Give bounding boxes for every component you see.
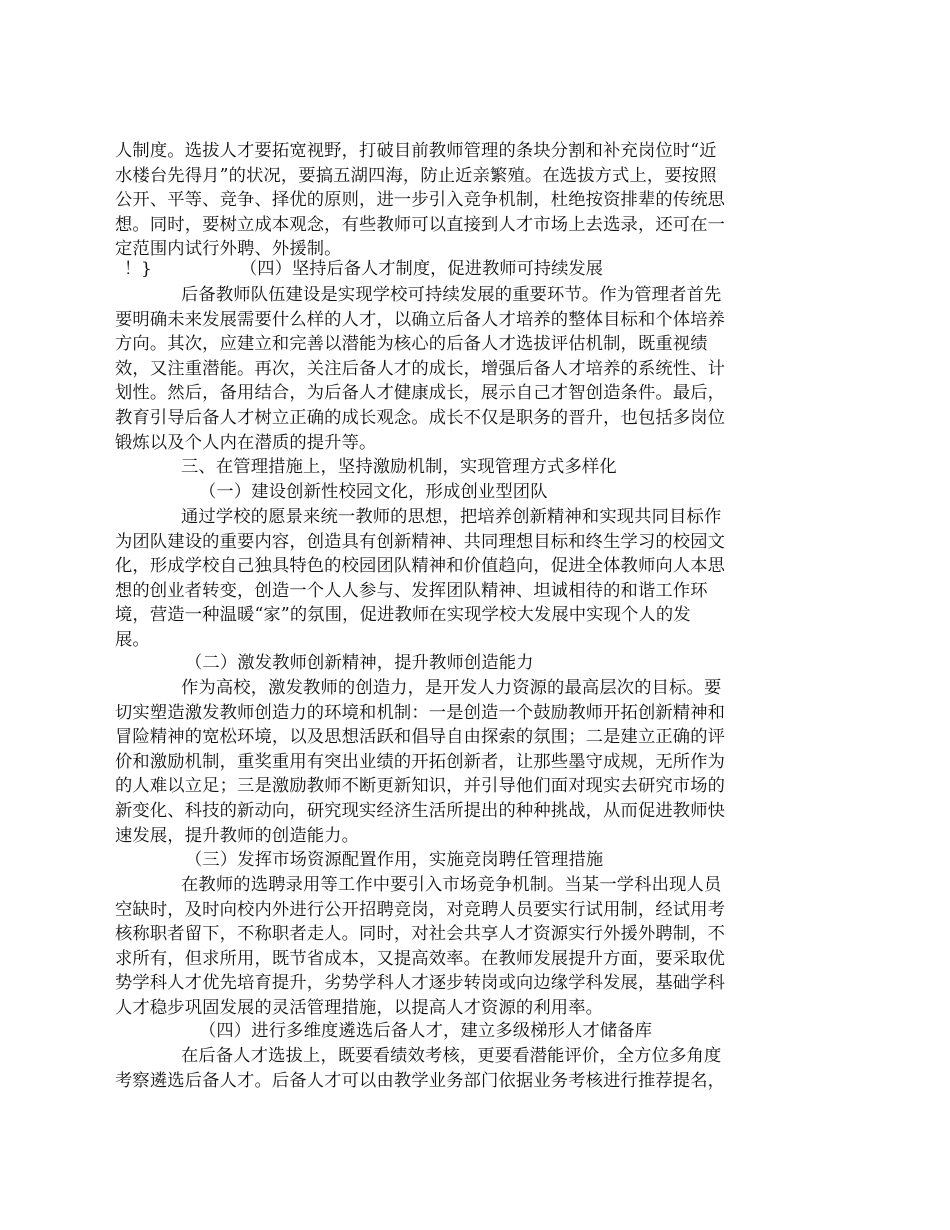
- text-line: 锻炼以及个人内在潜质的提升等。: [115, 432, 377, 453]
- text-line: 境，营造一种温暖“家”的氛围，促进教师在实现学校大发展中实现个人的发: [115, 605, 691, 626]
- text-line: 方向。其次，应建立和完善以潜能为核心的后备人才选拔评估机制，既重视绩: [115, 334, 708, 355]
- paragraph-selection-criteria: [115, 1044, 765, 1093]
- paragraph-team-building: [115, 505, 765, 653]
- text-line: 想。同时，要树立成本观念，有些教师可以直接到人才市场上去选录，还可在一: [115, 214, 726, 235]
- heading-three: 三、在管理措施上，坚持激励机制，实现管理方式多样化: [181, 457, 617, 477]
- text-line: 切实塑造激发教师创造力的环境和机制：一是创造一个鼓励教师开拓创新精神和: [115, 702, 726, 723]
- text-line: 人制度。选拔人才要拓宽视野，打破目前教师管理的条块分割和补充岗位时“近: [115, 141, 717, 161]
- text-line: 通过学校的愿景来统一教师的思想，把培养创新精神和实现共同目标作: [181, 507, 722, 527]
- heading-market-allocation: （三）发挥市场资源配置作用，实施竞岗聘任管理措施: [185, 850, 604, 870]
- paragraph-reserve-teachers: [115, 283, 765, 455]
- text-line: 在教师的选聘录用等工作中要引入市场竞争机制。当某一学科出现人员: [181, 875, 722, 895]
- paragraph-recruitment: [115, 873, 765, 1021]
- text-line: 定范围内试行外聘、外援制。: [115, 239, 342, 260]
- text-line: 核称职者留下，不称职者走人。同时，对社会共享人才资源实行外援外聘制，不: [115, 924, 726, 945]
- text-line: 的人难以立足；三是激励教师不断更新知识，并引导他们面对现实去研究市场的: [115, 776, 726, 797]
- text-line: 空缺时，及时向校内外进行公开招聘竞岗，对竞聘人员要实行试用制，经试用考: [115, 899, 726, 920]
- section-heading-multilevel: [115, 1019, 765, 1044]
- text-line: 作为高校，激发教师的创造力，是开发人力资源的最高层次的目标。要: [181, 678, 722, 698]
- text-line: 划性。然后，备用结合，为后备人才健康成长，展示自己才智创造条件。最后，: [115, 383, 726, 404]
- text-line: 考察遴选后备人才。后备人才可以由教学业务部门依据业务考核进行推荐提名，: [115, 1070, 726, 1091]
- stray-mark: ！}: [124, 259, 152, 279]
- text-line: 冒险精神的宽松环境，以及思想活跃和倡导自由探索的氛围；二是建立正确的评: [115, 727, 726, 748]
- heading-innovation-spirit: （二）激发教师创新精神，提升教师创造能力: [185, 653, 534, 673]
- section-heading-reserve-talent: （四）坚持后备人才制度，促进教师可持续发展: [240, 259, 603, 279]
- text-line: 教育引导后备人才树立正确的成长观念。成长不仅是职务的晋升，也包括多岗位: [115, 407, 726, 428]
- text-line: 速发展，提升教师的创造能力。: [115, 825, 360, 846]
- text-line: 公开、平等、竞争、择优的原则，进一步引入竞争机制，杜绝按资排辈的传统思: [115, 190, 726, 211]
- text-line: 想的创业者转变，创造一个人人参与、发挥团队精神、坦诚相待的和谐工作环: [115, 580, 708, 601]
- text-line: 势学科人才优先培育提升，劣势学科人才逐步转岗或向边缘学科发展，基础学科: [115, 973, 726, 994]
- text-line: 求所有，但求所用，既节省成本，又提高效率。在教师发展提升方面，要采取优: [115, 948, 726, 969]
- text-line: 水楼台先得月”的状况，要搞五湖四海，防止近亲繁殖。在选拔方式上，要按照: [115, 165, 717, 186]
- text-line: 化，形成学校自己独具特色的校园团队精神和价值趋向，促进全体教师向人本思: [115, 556, 726, 577]
- section-heading-management: [115, 455, 765, 504]
- text-line: 价和激励机制，重奖重用有突出业绩的开拓创新者，让那些墨守成规，无所作为: [115, 751, 726, 772]
- text-line: 展。: [115, 629, 150, 650]
- heading-reserve-pool: （四）进行多维度遴选后备人才，建立多级梯形人才储备库: [199, 1021, 653, 1041]
- section-heading-innovation: [115, 651, 765, 676]
- text-line: 在后备人才选拔上，既要看绩效考核，更要看潜能评价，全方位多角度: [181, 1046, 722, 1066]
- paragraph-creativity: [115, 676, 765, 848]
- text-line: 要明确未来发展需要什么样的人才，以确立后备人才培养的整体目标和个体培养: [115, 309, 726, 330]
- text-line: 为团队建设的重要内容，创造具有创新精神、共同理想目标和终生学习的校园文: [115, 531, 726, 552]
- text-line: 后备教师队伍建设是实现学校可持续发展的重要环节。作为管理者首先: [181, 285, 722, 305]
- text-line: 新变化、科技的新动向，研究现实经济生活所提出的种种挑战，从而促进教师快: [115, 800, 726, 821]
- text-line: 效，又注重潜能。再次，关注后备人才的成长，增强后备人才培养的系统性、计: [115, 358, 726, 379]
- paragraph-talent-selection: [115, 139, 765, 262]
- text-line: 人才稳步巩固发展的灵活管理措施，以提高人才资源的利用率。: [115, 997, 604, 1018]
- section-heading-market: [115, 848, 765, 873]
- heading-campus-culture: （一）建设创新性校园文化，形成创业型团队: [199, 481, 548, 502]
